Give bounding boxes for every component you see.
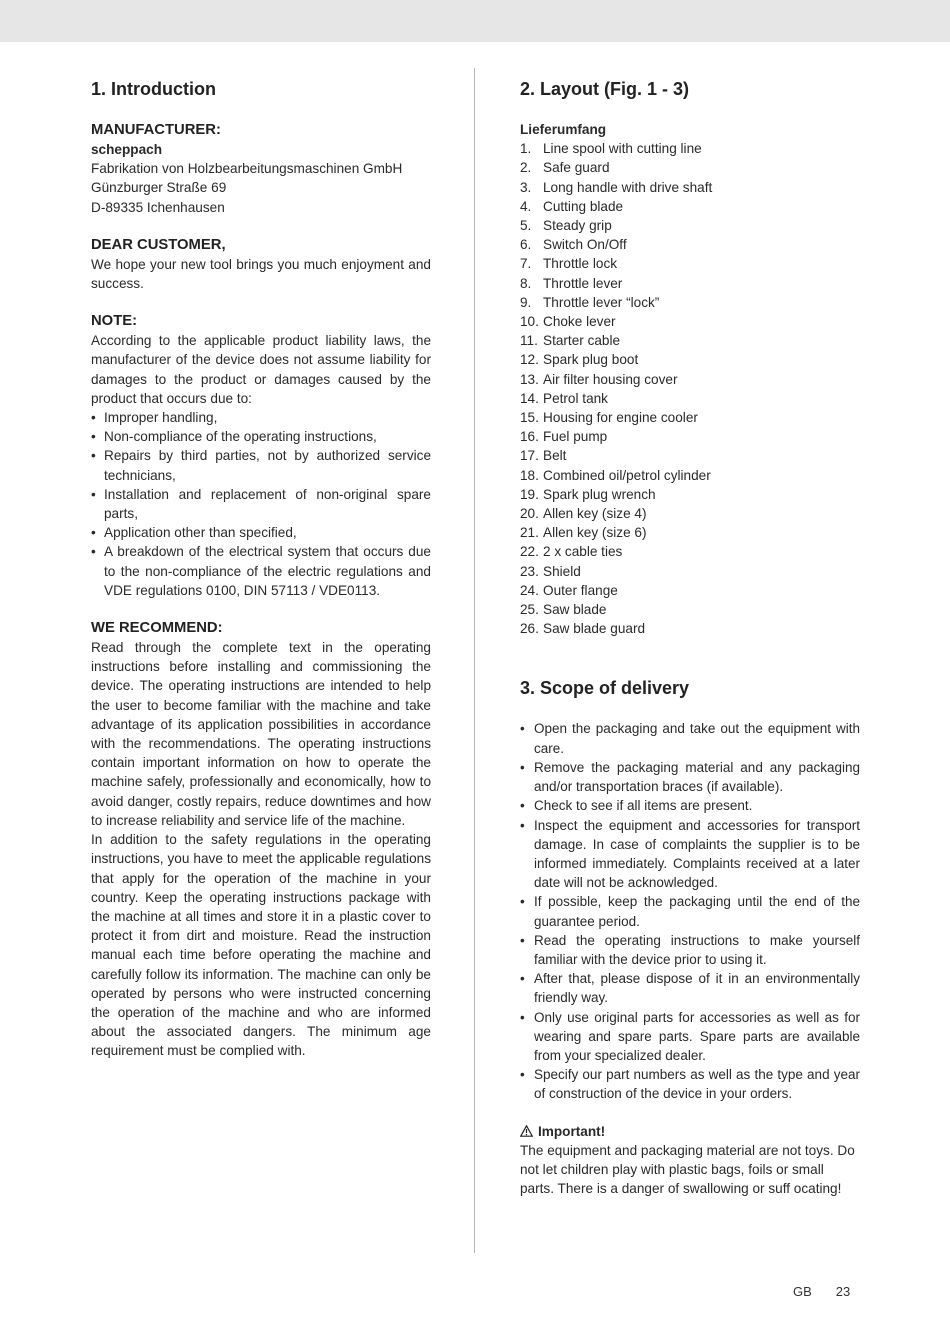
part-item	[520, 139, 860, 158]
list-item: • Installation and replacement of non-original spare parts,	[91, 486, 431, 522]
part-label: Belt	[543, 448, 567, 464]
intro-heading: 1. Introduction	[91, 79, 216, 99]
part-number: 7.	[520, 256, 532, 272]
note-list	[91, 408, 431, 600]
part-label: Allen key (size 4)	[543, 506, 647, 522]
lieferumfang-label: Lieferumfang	[520, 122, 607, 137]
part-number: 1.	[520, 141, 532, 157]
company-name: scheppach	[91, 142, 163, 157]
part-number: 3.	[520, 179, 532, 195]
part-label: Throttle lever “lock”	[543, 294, 660, 310]
part-number: 23.	[520, 563, 539, 579]
part-number: 11.	[520, 333, 538, 349]
part-item	[520, 542, 860, 561]
recommend-heading: WE RECOMMEND:	[91, 620, 223, 637]
dear-customer-heading: DEAR CUSTOMER,	[91, 236, 226, 253]
part-item	[520, 158, 860, 177]
part-item	[520, 254, 860, 273]
part-number: 5.	[520, 218, 532, 234]
recommend-paragraph: Read through the complete text in the operating instructions before installing and commissioning the device. The operating instructions are intended to help the user to become familiar with the machine and take advantage of its application possibilities in accordance with the recommendations. The operating instructions contain important information on how to operate the machine safely, professionally and economically, how to avoid danger, costly repairs, reduce downtimes and how to increase reliability and service life of the machine.	[91, 640, 431, 828]
address-line: Günzburger Straße 69	[91, 180, 227, 196]
scope-heading: 3. Scope of delivery	[520, 678, 690, 699]
warning-icon	[520, 1125, 533, 1137]
part-label: Air filter housing cover	[543, 371, 678, 387]
language-code: GB	[793, 1284, 812, 1299]
part-label: Cutting blade	[543, 198, 624, 214]
list-item: • Application other than specified,	[91, 525, 297, 541]
part-label: Line spool with cutting line	[543, 141, 702, 157]
list-item: • Open the packaging and take out the equipment with care.	[520, 721, 860, 756]
part-label: Shield	[543, 563, 581, 579]
part-item	[520, 446, 860, 465]
part-item	[520, 485, 860, 504]
part-item	[520, 504, 860, 523]
part-item	[520, 312, 860, 331]
part-label: Combined oil/petrol cylinder	[543, 467, 711, 483]
part-number: 12.	[520, 352, 539, 368]
part-item	[520, 523, 860, 542]
part-label: Housing for engine cooler	[543, 410, 698, 426]
recommend-paragraph: In addition to the safety regulations in the operating instructions, you have to meet the applicable regulations that apply for the operation of the machine in your country. Keep the operating instructions package with the machine at all times and store it in a plastic cover to protect it from dirt and moisture. Read the instruction manual each time before operating the machine and carefully follow its information. The machine can only be operated by persons who were instructed concerning the operation of the machine and who are informed about the associated dangers. The minimum age requirement must be complied with.	[91, 832, 431, 1059]
part-item	[520, 350, 860, 369]
list-item: • Remove the packaging material and any packaging and/or transportation braces (if available).	[520, 759, 860, 795]
scope-list	[520, 719, 860, 1103]
list-item: • If possible, keep the packaging until the end of the guarantee period.	[520, 894, 860, 929]
part-label: Saw blade guard	[543, 621, 646, 637]
part-label: Steady grip	[543, 218, 612, 234]
dear-customer-text: We hope your new tool brings you much enjoyment and success.	[91, 256, 431, 292]
left-column	[91, 76, 431, 1061]
important-heading	[520, 1122, 860, 1141]
part-number: 15.	[520, 410, 539, 426]
part-number: 18.	[520, 467, 539, 483]
part-label: Long handle with drive shaft	[543, 179, 713, 195]
layout-heading: 2. Layout (Fig. 1 - 3)	[520, 79, 690, 99]
part-number: 10.	[520, 314, 539, 330]
part-label: Throttle lever	[543, 275, 623, 291]
part-label: Outer flange	[543, 582, 618, 598]
list-item: • Inspect the equipment and accessories for transport damage. In case of complaints the supplier is to be informed immediately. Complaints received at a later date will not be acknowledged.	[520, 817, 860, 891]
part-number: 21.	[520, 525, 539, 541]
note-text: According to the applicable product liability laws, the manufacturer of the device does not assume liability for damages to the product or damages caused by the product that occurs due to:	[91, 333, 431, 406]
part-label: Safe guard	[543, 160, 610, 176]
list-item: • Repairs by third parties, not by authorized service technicians,	[91, 448, 431, 483]
part-number: 22.	[520, 544, 539, 560]
right-column	[520, 76, 860, 1198]
part-item	[520, 427, 860, 446]
part-label: Switch On/Off	[543, 237, 627, 253]
part-item	[520, 619, 860, 638]
list-item: • Specify our part numbers as well as the type and year of construction of the device in your orders.	[520, 1067, 860, 1102]
part-item	[520, 293, 860, 312]
part-number: 25.	[520, 602, 539, 618]
part-number: 26.	[520, 621, 539, 637]
part-number: 9.	[520, 294, 532, 310]
part-item	[520, 466, 860, 485]
part-number: 20.	[520, 506, 539, 522]
parts-list	[520, 139, 860, 638]
part-item	[520, 562, 860, 581]
part-label: Starter cable	[543, 333, 621, 349]
list-item: • After that, please dispose of it in an environmentally friendly way.	[520, 971, 860, 1006]
part-number: 19.	[520, 486, 539, 502]
part-number: 13.	[520, 371, 539, 387]
part-label: Spark plug wrench	[543, 486, 656, 502]
part-number: 16.	[520, 429, 539, 445]
part-label: Throttle lock	[543, 256, 618, 272]
part-item	[520, 274, 860, 293]
list-item: • Improper handling,	[91, 410, 218, 426]
part-number: 17.	[520, 448, 539, 464]
list-item: • A breakdown of the electrical system that occurs due to the non-compliance of the electric regulations and VDE regulations 0100, DIN 57113 / VDE0113.	[91, 544, 431, 598]
part-label: 2 x cable ties	[543, 544, 623, 560]
part-item	[520, 197, 860, 216]
part-label: Saw blade	[543, 602, 607, 618]
part-item	[520, 581, 860, 600]
part-item	[520, 370, 860, 389]
part-item	[520, 331, 860, 350]
part-item	[520, 600, 860, 619]
page-number: 23	[835, 1284, 851, 1299]
part-label: Fuel pump	[543, 429, 608, 445]
part-label: Petrol tank	[543, 390, 608, 406]
part-number: 2.	[520, 160, 532, 176]
part-item	[520, 178, 860, 197]
part-label: Allen key (size 6)	[543, 525, 647, 541]
address-line: Fabrikation von Holzbearbeitungsmaschinen GmbH	[91, 161, 403, 177]
column-divider	[474, 68, 475, 1253]
page-footer	[793, 1284, 850, 1299]
list-item: • Read the operating instructions to make yourself familiar with the device prior to using it.	[520, 932, 860, 967]
part-number: 14.	[520, 390, 539, 406]
list-item: • Non-compliance of the operating instructions,	[91, 429, 377, 445]
part-label: Choke lever	[543, 314, 616, 330]
address-line: D-89335 Ichenhausen	[91, 199, 225, 215]
part-label: Spark plug boot	[543, 352, 639, 368]
important-text: The equipment and packaging material are not toys. Do not let children play with plastic bags, foils or small parts. There is a danger of swallowing or suff ocating!	[520, 1142, 855, 1197]
part-number: 8.	[520, 275, 532, 291]
manufacturer-heading: MANUFACTURER:	[91, 122, 221, 138]
part-item	[520, 389, 860, 408]
important-label: Important!	[538, 1123, 606, 1139]
list-item: • Check to see if all items are present.	[520, 798, 753, 814]
part-item	[520, 235, 860, 254]
top-bar	[0, 0, 950, 42]
part-item	[520, 216, 860, 235]
part-item	[520, 408, 860, 427]
part-number: 24.	[520, 582, 539, 598]
note-heading: NOTE:	[91, 313, 138, 330]
part-number: 4.	[520, 198, 532, 214]
list-item: • Only use original parts for accessories as well as for wearing and spare parts. Spare parts are available from your specialized dealer.	[520, 1009, 860, 1063]
part-number: 6.	[520, 237, 532, 253]
